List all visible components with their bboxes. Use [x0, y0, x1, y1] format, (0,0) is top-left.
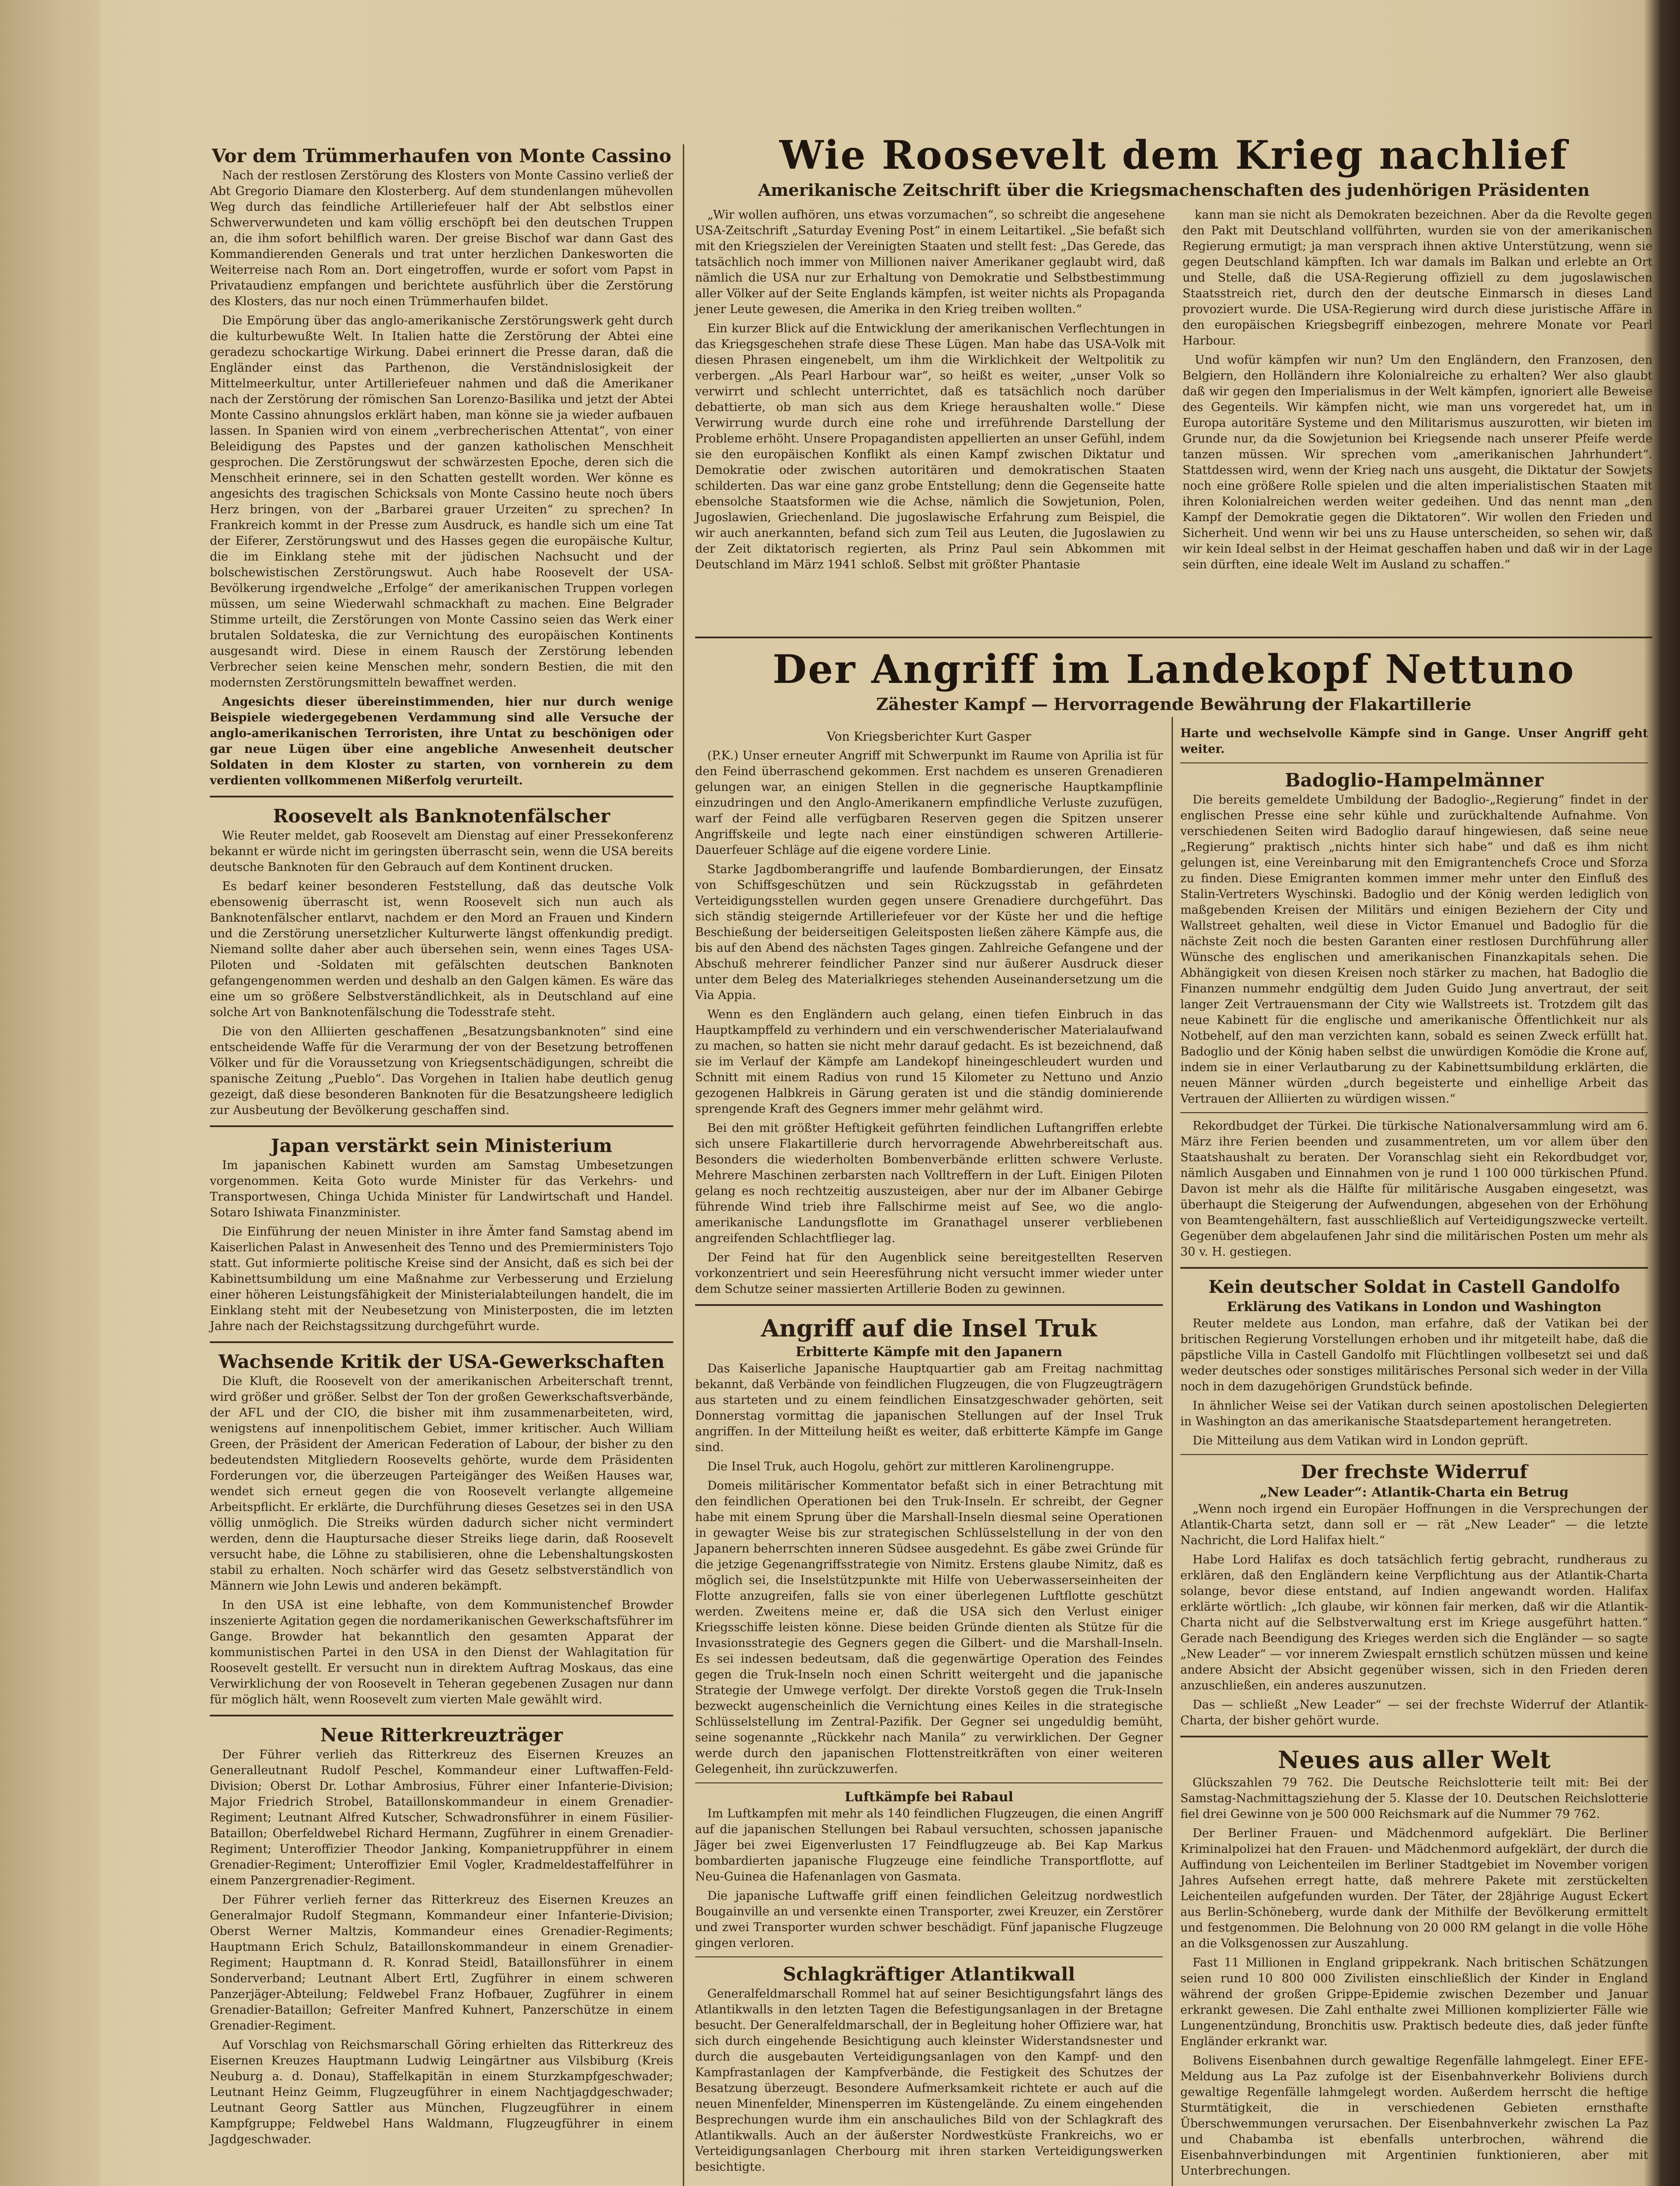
article-subtitle: Erbitterte Kämpfe mit den Japanern	[795, 1344, 1063, 1360]
divider	[695, 1956, 1163, 1957]
column-right	[1180, 726, 1648, 2183]
divider	[695, 1304, 1163, 1306]
article-paragraph: Das — schließt „New Leader“ — sei der frechste Widerruf der Atlantik-Charta, der bisher gehört wurde.	[1180, 1698, 1648, 1727]
article-title: Roosevelt als Banknotenfälscher	[273, 805, 610, 827]
article-paragraph: Die Mitteilung aus dem Vatikan wird in London geprüft.	[1193, 1434, 1528, 1448]
article-subtitle: „New Leader“: Atlantik-Charta ein Betrug	[1259, 1485, 1569, 1500]
article-paragraph: Es bedarf keiner besonderen Feststellung, daß das deutsche Volk ebensowenig überrascht ist, wenn Roosevelt sich nun auch als Banknotenfälscher entlarvt, nachdem er den Mord an Frauen und Kindern und die Zerstörung unersetzlicher Kulturwerte längst offenkundig predigt. Niemand sollte daher aber auch übersehen sein, wenn eines Tages USA-Piloten und -Soldaten mit gefälschten deutschen Banknoten gefangengenommen werden und deshalb an den Galgen kämen. Es wäre das eine um so größere Selbstverständlichkeit, als in Deutschland auf eine solche Art von Banknotenfälschung die Todesstrafe steht.	[210, 880, 673, 1019]
column-rule	[1172, 717, 1173, 2186]
article-paragraph: Die von den Alliierten geschaffenen „Besatzungsbanknoten“ sind eine entscheidende Waffe für die Verarmung der von der Besetzung betroffenen Völker und für die Voraussetzung von Kriegsentschädigungen, schreibt die spanische Zeitung „Pueblo“. Das Vorgehen in Italien habe deutlich genug gezeigt, daß diese besonderen Banknoten für die Besatzungsheere lediglich zur Ausbeutung der Bevölkerung geschaffen sind.	[210, 1025, 673, 1117]
article-paragraph: Reuter meldete aus London, man erfahre, daß der Vatikan bei der britischen Regierung Vorstellungen erhoben und ihr mitgeteilt habe, daß die päpstliche Villa in Castell Gandolfo mit Flüchtlingen vollbesetzt sei und daß weder deutsches oder sonstiges militärisches Personal sich weder in der Villa noch in dem dazugehörigen Grundstück befinde.	[1180, 1317, 1648, 1393]
article-paragraph: Rekordbudget der Türkei. Die türkische Nationalversammlung wird am 6. März ihre Ferien beenden und zusammentreten, um vor allem über den Staatshaushalt zu beraten. Der Voranschlag sieht ein Rekordbudget vor, nämlich Ausgaben und Einnahmen von je rund 1 100 000 türkischen Pfund. Davon ist mehr als die Hälfte für militärische Ausgaben eingesetzt, was überhaupt die Steigerung der Aufwendungen, abgesehen von der Erhöhung von Beamtengehältern, fast ausschließlich auf Verteidigungszwecke verteilt. Gegenüber dem abgelaufenen Jahr sind die militärischen Posten um mehr als 30 v. H. gestiegen.	[1180, 1119, 1648, 1259]
article-paragraph: Generalfeldmarschall Rommel hat auf seiner Besichtigungsfahrt längs des Atlantikwalls in den letzten Tagen die Befestigungsanlagen in der Bretagne besucht. Der Generalfeldmarschall, der in Begleitung hoher Offiziere war, hat sich durch eingehende Besichtigung auch kleinster Widerstandsnester und durch die ausgebauten Verteidigungsanlagen von den Kampf- und den Kampfrastanlagen der Kampfverbände, die Festigkeit des Schutzes der Besatzung überzeugt. Besondere Aufmerksamkeit richtete er auch auf die neuen Minenfelder, Minensperren im Küstengelände. Zu einem eingehenden Besprechungen wurde ihm ein anschauliches Bild von der Schlagkraft des Atlantikwalls. Auch an der äußerster Nordwestküste Frankreichs, wo er Verteidigungsanlagen Cherbourg mit ihren starken Verteidigungswerken besichtigte.	[695, 1987, 1163, 2174]
article-title: Luftkämpfe bei Rabaul	[845, 1789, 1013, 1805]
divider	[695, 637, 1652, 638]
article-paragraph: Habe Lord Halifax es doch tatsächlich fertig gebracht, rundheraus zu erklären, daß den Engländern keine Verpflichtung aus der Atlantik-Charta solange, bevor diese entstand, auf Indien angewandt worden. Halifax erklärte wörtlich: „Ich glaube, wir können fair merken, daß wir die Atlantik-Charta nicht auf die Selbstverwaltung erst im Kriege ausgeführt hatten.“ Gerade nach Beendigung des Krieges werden sich die Engländer — so sagte „New Leader“ — vor innerem Zwiespalt ernstlich schützen müssen und keine andere Absicht der Absicht gegenüber wissen, sich in den Frieden deren anzuschließen, ein anderes auszunutzen.	[1180, 1553, 1648, 1692]
article-paragraph: „Wir wollen aufhören, uns etwas vorzumachen“, so schreibt die angesehene USA-Zeitschrift „Saturday Evening Post“ in einem Leitartikel. „Sie befaßt sich mit den Kriegszielen der Vereinigten Staaten und stellt fest: „Das Gerede, das tatsächlich noch immer von Millionen naiver Amerikaner geglaubt wird, daß nämlich die USA nur zur Erhaltung von Demokratie und Selbstbestimmung aller Völker auf der Seite Englands kämpfen, ist weiter nichts als Propaganda jener Leute gewesen, die Amerika in den Krieg treiben wollten.“	[695, 208, 1165, 316]
article-paragraph: Das Kaiserliche Japanische Hauptquartier gab am Freitag nachmittag bekannt, daß Verbände von feindlichen Flugzeugen, die von Flugzeugträgern aus starteten und zu einem feindlichen Einsatzgeschwader gehörten, seit Donnerstag vormittag die japanischen Stellungen auf der Insel Truk angriffen. In der Mitteilung heißt es weiter, daß erbitterte Kämpfe im Gange sind.	[695, 1362, 1163, 1454]
article-paragraph: Die Insel Truk, auch Hogolu, gehört zur mittleren Karolinengruppe.	[707, 1460, 1114, 1473]
divider	[1180, 1454, 1648, 1455]
article-title: Angriff auf die Insel Truk	[761, 1314, 1097, 1342]
page-binding	[0, 0, 101, 2186]
top-article	[695, 131, 1652, 576]
mid-headline: Der Angriff im Landekopf Nettuno	[772, 646, 1575, 693]
divider	[1180, 1112, 1648, 1113]
divider	[1180, 1736, 1648, 1737]
article-paragraph: Nach der restlosen Zerstörung des Klosters von Monte Cassino verließ der Abt Gregorio Diamare den Klosterberg. Auf dem stundenlangen mühevollen Weg durch das feindliche Artilleriefeuer half der Abt selbstlos einer Schwerverwundeten und kam völlig erschöpft bei den deutschen Truppen an, die ihm sofort behilflich waren. Der greise Bischof war dann Gast des Kommandierenden Generals und trat unter herzlichen Dankesworten die Weiterreise nach Rom an. Dort eingetroffen, wurde er sofort vom Papst in Privataudienz empfangen und berichtete ausführlich über die Zerstörung des Klosters, das nur noch einen Trümmerhaufen bildet.	[210, 169, 673, 308]
top-article-col-b	[1183, 207, 1652, 576]
divider	[1180, 762, 1648, 763]
article-subtitle: Erklärung des Vatikans in London und Washington	[1227, 1299, 1602, 1315]
article-title: Neue Ritterkreuzträger	[320, 1724, 563, 1746]
article-title: Neues aus aller Welt	[1278, 1746, 1551, 1774]
article-paragraph: In ähnlicher Weise sei der Vatikan durch seinen apostolischen Delegierten in Washington an das amerikanische Staatsdepartement herangetreten.	[1180, 1399, 1648, 1428]
article-paragraph: Auf Vorschlag von Reichsmarschall Göring erhielten das Ritterkreuz des Eisernen Kreuzes Hauptmann Ludwig Leingärtner aus Vilsbiburg (Kreis Neuburg a. d. Donau), Staffelkapitän in einem Sturzkampfgeschwader; Leutnant Heinz Geimm, Flugzeugführer in einem Nachtjagdgeschwader; Leutnant Georg Sattler aus München, Flugzeugführer in einem Kampfgruppe; Feldwebel Hans Waldmann, Flugzeugführer in einem Jagdgeschwader.	[210, 2038, 673, 2146]
divider	[695, 1782, 1163, 1783]
article-paragraph: Ein kurzer Blick auf die Entwicklung der amerikanischen Verflechtungen in das Kriegsgeschehen strafe diese These Lügen. Man habe das USA-Volk mit diesen Phrasen eingenebelt, um ihm die Wirklichkeit der Weltpolitik zu verbergen. „Als Pearl Harbour war“, so heißt es weiter, „unser Volk so verwirrt und schlecht unterrichtet, daß es tatsächlich noch darüber debattierte, ob man sich aus dem Kriege heraushalten wolle.“ Diese Verwirrung wurde durch eine rohe und irreführende Darstellung der Probleme erhöht. Unsere Propagandisten appellierten an unser Gefühl, indem sie den europäischen Konflikt als einen Kampf zwischen Diktatur und Demokratie oder zwischen autoritären und demokratischen Staaten schilderten. Das war eine ganz grobe Entstellung; denn die Gegenseite hatte ebensolche Staatsformen wie die Achse, nämlich die Sowjetunion, Polen, Jugoslawien, Griechenland. Die jugoslawische Erfahrung zum Beispiel, die wir auch anerkannten, befand sich zum Teil aus Leuten, die Jugoslawien zu der Zeit diktatorisch regierten, als Prinz Paul sein Abkommen mit Deutschland im März 1941 schloß. Selbst mit größter Phantasie	[695, 322, 1165, 571]
article-title: Badoglio-Hampelmänner	[1285, 769, 1544, 791]
article-paragraph: Angesichts dieser übereinstimmenden, hier nur durch wenige Beispiele wiedergegebenen Verdammung sind alle Versuche der anglo-amerikanischen Terroristen, ihre Untat zu beschönigen oder gar neue Lügen über eine angebliche Anwesenheit deutscher Soldaten in dem Kloster zu starten, von vornherein zu dem verdienten vollkommenen Mißerfolg verurteilt.	[210, 695, 673, 787]
article-title: Kein deutscher Soldat in Castell Gandolfo	[1208, 1277, 1620, 1297]
article-title: Der frechste Widerruf	[1301, 1461, 1528, 1483]
article-title: Vor dem Trümmerhaufen von Monte Cassino	[212, 145, 671, 167]
article-paragraph: Wie Reuter meldet, gab Roosevelt am Dienstag auf einer Pressekonferenz bekannt er würde nicht im geringsten überrascht sein, wenn die USA bereits deutsche Banknoten für den Gebrauch auf dem Kontinent drucken.	[210, 829, 673, 874]
article-paragraph: Die Empörung über das anglo-amerikanische Zerstörungswerk geht durch die kulturbewußte Welt. In Italien hatte die Zerstörung der Abtei eine geradezu schockartige Wirkung. Dabei erinnert die Presse daran, daß die Engländer einst das Parthenon, die Verständnislosigkeit der Mittelmeerkultur, unter Artilleriefeuer nahmen und daß die Amerikaner nach der Zerstörung der römischen San Lorenzo-Basilika und jetzt der Abtei Monte Cassino ahnungslos erklärt haben, man könne sie ja wieder aufbauen lassen. In Spanien wird von einem „verbrecherischen Attentat“, von einer Beleidigung des Papstes und der ganzen katholischen Menschheit gesprochen. Die Zerstörungswut der schwärzesten Epoche, deren sich die Menschheit erinnere, sei in den Schatten gestellt worden. Wer könne es angesichts des tragischen Schicksals von Monte Cassino heute noch übers Herz bringen, von der „Barbarei grauer Urzeiten“ zu sprechen? In Frankreich kommt in der Presse zum Ausdruck, es handle sich um eine Tat der Eiferer, Zerstörungswut und des Hasses gegen die europäische Kultur, die im Einklang stehe mit der jüdischen Nachsucht und der bolschewistischen Zerstörungswut. Auch habe Roosevelt der USA-Bevölkerung irgendwelche „Erfolge“ der amerikanischen Truppen vorlegen müssen, um seine Wiederwahl schmackhaft zu machen. Eine Belgrader Stimme urteilt, die Zerstörungen von Monte Cassino seien das Werk einer brutalen Soldateska, die zur Vernichtung des europäischen Kontinents ausgesandt wird. Diese in einem Rausch der Zerstörung lebenden Verbrecher seien keine Menschen mehr, sondern Bestien, die mit den modernsten Zerstörungsmitteln bewaffnet werden.	[210, 314, 673, 689]
mid-article-body	[695, 726, 1163, 2179]
article-paragraph: Harte und wechselvolle Kämpfe sind in Gange. Unser Angriff geht weiter.	[1180, 727, 1648, 756]
article-paragraph: Der Führer verlieh ferner das Ritterkreuz des Eisernen Kreuzes an Generalmajor Rudolf Stegmann, Kommandeur einer Infanterie-Division; Oberst Werner Maltzis, Kommandeur eines Grenadier-Regiments; Hauptmann Erich Schulz, Bataillonskommandeur in einem Grenadier-Regiment; Hauptmann d. R. Konrad Steidl, Bataillonsführer in einem Sonderverband; Leutnant Albert Ertl, Zugführer in einem schweren Panzerjäger-Abteilung; Feldwebel Franz Hofbauer, Zugführer in einem Grenadier-Bataillon; Gefreiter Manfred Kuhnert, Panzerschütze in einem Grenadier-Regiment.	[210, 1893, 673, 2033]
divider	[210, 1715, 673, 1716]
article-paragraph: Im Luftkampfen mit mehr als 140 feindlichen Flugzeugen, die einen Angriff auf die japanischen Stellungen bei Rabaul versuchten, schossen japanische Jäger bei zwei Eigenverlusten 17 Feindflugzeuge ab. Bei Kap Markus bombardierten japanische Flugzeuge eine feindliche Transportflotte, auf Neu-Guinea die Hafenanlagen von Gasmata.	[695, 1807, 1163, 1883]
article-paragraph: Die japanische Luftwaffe griff einen feindlichen Geleitzug nordwestlich Bougainville an und versenkte einen Transporter, zwei Kreuzer, ein Zerstörer und zwei Transporter wurden schwer beschädigt. Fünf japanische Flugzeuge gingen verloren.	[695, 1889, 1163, 1950]
article-paragraph: Und wofür kämpfen wir nun? Um den Engländern, den Franzosen, den Belgiern, den Holländern ihre Kolonialreiche zu erhalten? Wer also glaubt daß wir gegen den Imperialismus in der Welt kämpfen, ignoriert alle Beweise des Gegenteils. Wir kämpfen nicht, wie man uns vorgeredet hat, um in Europa autoritäre Systeme und den Militarismus auszurotten, wir bieten im Grunde nur, da die Sowjetunion bei Kriegsende nach unserer Pfeife werde tanzen müssen. Wir sprechen vom „amerikanischen Jahrhundert“. Stattdessen wird, wenn der Krieg nach uns ausgeht, die Diktatur der Sowjets noch eine größere Rolle spielen und die alten imperialistischen Staaten mit ihren Kolonialreichen werden weiter gedeihen. Und das nennt man „den Kampf der Demokratie gegen die Diktatoren“. Wir wollen den Frieden und Sicherheit. Und wenn wir bei uns zu Hause unterscheiden, so sehen wir, daß wir kein Ideal selbst in der Heimat geschaffen haben und daß wir in der Lage sein dürften, eine ideale Welt im Ausland zu schaffen.“	[1183, 353, 1652, 571]
divider	[210, 1341, 673, 1343]
article-paragraph: Fast 11 Millionen in England grippekrank. Nach britischen Schätzungen seien rund 10 800 000 Zivilisten einschließlich der Kinder in England während der großen Grippe-Epidemie zwischen Dezember und Januar erkrankt gewesen. Die Zahl enthalte zwei Millionen komplizierter Fälle wie Lungenentzündung, Bronchitis usw. Praktisch bedeute dies, daß jeder fünfte Engländer erkrankt war.	[1180, 1956, 1648, 2048]
mid-article	[695, 630, 1652, 715]
divider	[210, 796, 673, 797]
article-paragraph: Domeis militärischer Kommentator befaßt sich in einer Betrachtung mit den feindlichen Operationen bei den Truk-Inseln. Er schreibt, der Gegner habe mit einem Sprung über die Marshall-Inseln diesmal seine Operationen in gewagter Weise bis zur strategischen Schlüsselstellung in der von den Japanern beherrschten inneren Südsee ausgedehnt. Es gäbe zwei Gründe für die jetzige Gegenangriffsstrategie von Nimitz. Erstens glaube Nimitz, daß es möglich sei, die Inselstützpunkte mit Hilfe von Ueberwasserseinheiten der Flotte anzugreifen, falls sie von einer überlegenen Luftflotte geschützt werden. Zweitens meine er, daß die USA sich den Verlust einiger Kriegsschiffe leisten könne. Diese beiden Gründe dienten als Stütze für die Invasionsstrategie des Gegners gegen die Gilbert- und die Marshall-Inseln. Es sei indessen bedeutsam, daß die gegenwärtige Operation des Feindes gegen die Truk-Inseln noch einen Schritt weitergeht und die japanische Strategie der Umwege verfolgt. Der direkte Vorstoß gegen die Truk-Inseln bezweckt augenscheinlich die Vernichtung eines Keiles in die strategische Schlüsselstellung im Zentral-Pazifik. Der Gegner sei ungeduldig bemüht, seine sogenannte „Rückkehr nach Manila“ zu verwirklichen. Der Gegner werde durch den japanischen Flottenstreitkräften von einer weiteren Gelegenheit, ihn zurückzuwerfen.	[695, 1479, 1163, 1776]
article-title: Wachsende Kritik der USA-Gewerkschaften	[218, 1351, 665, 1372]
article-paragraph: Die Kluft, die Roosevelt von der amerikanischen Arbeiterschaft trennt, wird größer und größer. Selbst der Ton der großen Gewerkschaftsverbände, der AFL und der CIO, die bisher mit ihm zusammenarbeiteten, wird, wenigstens auf innenpolitischem Gebiet, immer kritischer. Auch William Green, der Präsident der American Federation of Labour, der bisher zu den bedeutendsten Mitgliedern Roosevelts gehörte, wurde dem Präsidenten Forderungen vor, die überzeugen Parteigänger des Weißen Hauses war, wendet sich erneut gegen die von Roosevelt verlangte allgemeine Arbeitspflicht. Er erklärte, die Durchführung dieses Gesetzes sei in den USA völlig unmöglich. Die Streiks würden dadurch sicher nicht vermindert werden, denn die Hauptursache dieser Streiks liege darin, daß Roosevelt versucht habe, die Löhne zu stabilisieren, ohne die Lebenshaltungskosten stabil zu erhalten. Noch schärfer wird das Gesetz selbstverständlich von Männern wie John Lewis und anderen bekämpft.	[210, 1375, 673, 1593]
article-paragraph: Wenn es den Engländern auch gelang, einen tiefen Einbruch in das Hauptkampffeld zu verhindern und ein verschwenderischer Materialaufwand zu machen, so hatten sie nicht mehr darauf gedacht. Es ist bezeichnend, daß sie im Verlauf der Kämpfe am Landekopf hineingeschleudert wurden und Schnitt mit einem Radius von rund 15 Kilometer zu Nettuno und Anzio gezogenen Halbkreis in Gärung geraten ist und die ständig dominierende sprengende Kraft des Gegners immer mehr gelähmt wird.	[695, 1008, 1163, 1116]
article-paragraph: Die bereits gemeldete Umbildung der Badoglio-„Regierung“ findet in der englischen Presse eine sehr kühle und zurückhaltende Aufnahme. Von verschiedenen Seiten wird Badoglio darauf hingewiesen, daß seine neue „Regierung“ praktisch „nichts hinter sich habe“ und daß es ihm nicht gelungen ist, eine Vereinbarung mit den Emigrantenchefs Croce und Sforza zu finden. Diese Emigranten kommen immer mehr unter den Einfluß des Stalin-Vertreters Wyschinski. Badoglio und der König werden lediglich von maßgebenden Kreisen der Militärs und einigen Beziehern der City und Wallstreet gehalten, weil diese in Victor Emanuel und Badoglio für die nächste Zeit noch die besten Garanten einer restlosen Durchführung aller Wünsche des englischen und amerikanischen Finanzkapitals sehen. Die Abhängigkeit von diesen Kreisen noch stärker zu machen, hat Badoglio die Finanzen nummehr endgültig dem Juden Guido Jung anvertraut, der seit langer Zeit Vertrauensmann der City wie Wallstreets ist. Trotzdem gilt das neue Kabinett für die englische und amerikanische Öffentlichkeit nur als Notbehelf, auf den man verzichten kann, sobald es seinen Zweck erfüllt hat. Badoglio und der König haben selbst die unwürdigen Komödie die Krone auf, indem sie in einer Verlautbarung zu der Kabinettsumbildung erklärten, die neuen Männer würden „durch begeisterte und einhellige Arbeit das Vertrauen der Alliierten zu würdigen wissen.“	[1180, 793, 1648, 1106]
top-article-col-a	[695, 207, 1165, 576]
article-paragraph: Der Berliner Frauen- und Mädchenmord aufgeklärt. Die Berliner Kriminalpolizei hat den Frauen- und Mädchenmord aufgeklärt, der durch die Auffindung von Leichenteilen im Berliner Stadtgebiet im November vorigen Jahres Aufsehen erregt hatte, daß mehrere Pakete mit zerstückelten Leichenteilen aufgefunden wurden. Der Täter, der 28jährige August Eckert aus Berlin-Schöneberg, wurde dank der Mithilfe der Bevölkerung ermittelt und festgenommen. Die Belohnung von 20 000 RM gelangt in die volle Höhe an die Volksgenossen zur Auszahlung.	[1180, 1827, 1648, 1950]
article-paragraph: (P.K.) Unser erneuter Angriff mit Schwerpunkt im Raume von Aprilia ist für den Feind überraschend gekommen. Erst nachdem es unseren Grenadieren gelungen war, an einigen Stellen in die gegnerische Hauptkampflinie einzudringen und den Anglo-Amerikanern empfindliche Verluste zuzufügen, warf der Feind alle verfügbaren Reserven gegen die Spitzen unserer Angriffskeile und legte nach einer einstündigen schweren Artillerie-Dauerfeuer Schläge auf die eigene vordere Linie.	[695, 749, 1163, 857]
column-rule	[683, 144, 684, 2186]
article-paragraph: Der Führer verlieh das Ritterkreuz des Eisernen Kreuzes an Generalleutnant Rudolf Peschel, Kommandeur einer Luftwaffen-Feld-Division; Oberst Dr. Lothar Ambrosius, Führer einer Infanterie-Division; Major Friedrich Strobel, Bataillonskommandeur in einem Grenadier-Regiment; Leutnant Alfred Kutscher, Schwadronsführer in einem Füsilier-Bataillon; Oberfeldwebel Richard Hermann, Zugführer in einem Grenadier-Regiment; Unteroffizier Theodor Janking, Kompanietruppführer in einem Grenadier-Regiment; Unteroffizier Emil Vogler, Kradmeldestaffelführer in einem Panzergrenadier-Regiment.	[210, 1748, 673, 1887]
top-headline: Wie Roosevelt dem Krieg nachlief	[779, 132, 1569, 178]
mid-subheadline: Zähester Kampf — Hervorragende Bewährung der Flakartillerie	[876, 694, 1471, 714]
article-paragraph: kann man sie nicht als Demokraten bezeichnen. Aber da die Revolte gegen den Pakt mit Deutschland vollführten, wurden sie von der amerikanischen Regierung ermutigt; ja man versprach ihnen aktive Unterstützung, wenn sie gegen Deutschland kämpften. Ich war damals im Balkan und erlebte an Ort und Stelle, daß die USA-Regierung offiziell zu dem jugoslawischen Staatsstreich riet, durch den der deutsche Einmarsch in dieses Land provoziert wurde. Die USA-Regierung wird durch diese juristische Affäre in den europäischen Kriegsbegriff einbezogen, mehrere Monate vor Pearl Harbour.	[1183, 208, 1652, 348]
column-left	[210, 144, 673, 2151]
top-subheadline: Amerikanische Zeitschrift über die Kriegsmachenschaften des judenhörigen Präsidenten	[758, 180, 1590, 200]
article-title: Schlagkräftiger Atlantikwall	[783, 1963, 1075, 1985]
article-paragraph: „Wenn noch irgend ein Europäer Hoffnungen in die Versprechungen der Atlantik-Charta setzt, dann soll er — rät „New Leader“ — die letzte Nachricht, die Lord Halifax hielt.“	[1180, 1502, 1648, 1547]
byline: Von Kriegsberichter Kurt Gasper	[827, 729, 1031, 744]
article-paragraph: In den USA ist eine lebhafte, von dem Kommunistenchef Browder inszenierte Agitation gegen die nordamerikanischen Gewerkschaftsführer im Gange. Browder hat bekanntlich den gesamten Apparat der kommunistischen Partei in den USA in den Dienst der Wahlagitation für Roosevelt gestellt. Er versucht nun in direktem Auftrag Moskaus, das eine Verwirklichung der von Roosevelt in Teheran gegebenen Zusagen nur dann für möglich hält, wenn Roosevelt zum vierten Male gewählt wird.	[210, 1598, 673, 1706]
article-paragraph: Glückszahlen 79 762. Die Deutsche Reichslotterie teilt mit: Bei der Samstag-Nachmittagsziehung der 5. Klasse der 10. Deutschen Reichslotterie fiel drei Gewinne von je 500 000 Reichsmark auf die Nummer 79 762.	[1180, 1776, 1648, 1821]
article-paragraph: Der Feind hat für den Augenblick seine bereitgestellten Reserven vorkonzentriert und sein Heeresführung nicht versucht immer wieder unter dem Schutze seiner massierten Artillerie Boden zu gewinnen.	[695, 1251, 1163, 1296]
article-title: Japan verstärkt sein Ministerium	[271, 1135, 612, 1156]
article-paragraph: Starke Jagdbomberangriffe und laufende Bombardierungen, der Einsatz von Schiffsgeschützen und sein Rückzugsstab in gefährdeten Verteidigungsstellen wurden gegen unsere Grenadiere durchgeführt. Das sich ständig steigernde Artilleriefeuer vor der Küste her und die heftige Beschießung der beiderseitigen Geleitsposten ließen zähere Kämpfe aus, die bis auf den Abend des nächsten Tages gingen. Zahlreiche Gefangene und der Abschuß mehrerer feindlicher Panzer sind nur äußerer Ausdruck dieser unter dem Beleg des Materialkrieges stehenden Auseinandersetzung um die Via Appia.	[695, 863, 1163, 1002]
divider	[1180, 1267, 1648, 1269]
article-paragraph: Bei den mit größter Heftigkeit geführten feindlichen Luftangriffen erlebte sich unsere Flakartillerie durch hervorragende Abwehrbereitschaft aus. Besonders die wiederholten Bombenverbände erlitten schwere Verluste. Mehrere Maschinen zerbarsten nach Volltreffern in der Luft. Einigen Piloten gelang es noch rechtzeitig auszusteigen, aber nur der im Albaner Gebirge führende Wind trieb ihre Fallschirme meist auf See, wo die anglo-amerikanische Landungsflotte im Granathagel unserer verbliebenen angreifenden Schlachtflieger lag.	[695, 1121, 1163, 1245]
divider	[210, 1125, 673, 1127]
article-paragraph: Im japanischen Kabinett wurden am Samstag Umbesetzungen vorgenommen. Keita Goto wurde Minister für das Verkehrs- und Transportwesen, Chinga Uchida Minister für Landwirtschaft und Handel. Sotaro Ishiwata Finanzminister.	[210, 1159, 673, 1219]
article-paragraph: Die Einführung der neuen Minister in ihre Ämter fand Samstag abend im Kaiserlichen Palast in Anwesenheit des Tenno und des Premierministers Tojo statt. Gut informierte politische Kreise sind der Ansicht, daß es sich bei der Kabinettsumbildung um eine Maßnahme zur Verbesserung und Erzielung einer höheren Leistungsfähigkeit der Ministerialabteilungen handelt, die im Einklang steht mit der Neubesetzung von Ministerposten, die im letzten Jahre nach der Reichstagssitzung durchgeführt wurde.	[210, 1225, 673, 1333]
article-paragraph: Bolivens Eisenbahnen durch gewaltige Regenfälle lahmgelegt. Einer EFE-Meldung aus La Paz zufolge ist der Eisenbahnverkehr Boliviens durch gewaltige Regenfälle lahmgelegt worden. Außerdem herrscht die heftige Sturmtätigkeit, die in verschiedenen Gebieten ernsthafte Überschwemmungen verursachen. Der Eisenbahnverkehr zwischen La Paz und Chabamba ist ebenfalls unterbrochen, während die Eisenbahnverbindungen mit Argentinien funktionieren, aber mit Unterbrechungen.	[1180, 2054, 1648, 2178]
